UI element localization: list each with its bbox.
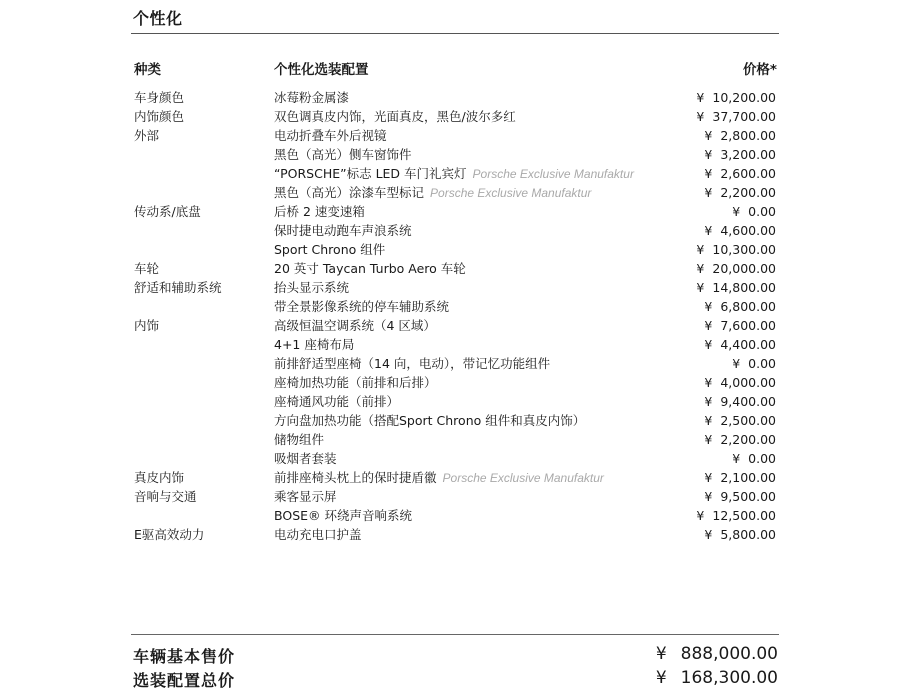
row-price-amount: 2,600.00 [720, 166, 776, 181]
base-price-value [656, 644, 778, 664]
currency-symbol: ¥ [704, 299, 713, 314]
table-row [0, 506, 900, 525]
row-category: 舒适和辅助系统 [134, 280, 222, 295]
row-option-text: BOSE® 环绕声音响系统 [274, 508, 413, 523]
row-option [274, 145, 412, 164]
row-price-amount: 0.00 [748, 204, 776, 219]
header-option: 个性化选装配置 [274, 62, 369, 78]
currency-symbol: ¥ [704, 413, 713, 428]
row-option [274, 297, 449, 316]
currency-symbol: ¥ [704, 432, 713, 447]
row-option-text: 电动充电口护盖 [274, 527, 362, 542]
table-row [0, 354, 900, 373]
row-category: 车轮 [134, 261, 160, 276]
row-price-amount: 2,100.00 [720, 470, 776, 485]
currency-symbol: ¥ [704, 318, 713, 333]
table-row [0, 221, 900, 240]
table-row [0, 240, 900, 259]
row-option [274, 278, 349, 297]
row-price [732, 449, 776, 468]
header-category: 种类 [134, 62, 161, 78]
row-price [704, 411, 776, 430]
row-price [696, 88, 776, 107]
row-option-text: 20 英寸 Taycan Turbo Aero 车轮 [274, 261, 466, 276]
row-option [274, 88, 349, 107]
currency-symbol: ¥ [655, 668, 667, 688]
row-price [704, 164, 776, 183]
table-row [0, 468, 900, 487]
row-option [274, 221, 412, 240]
row-price [696, 240, 776, 259]
table-row [0, 107, 900, 126]
row-price-amount: 7,600.00 [720, 318, 776, 333]
row-price-amount: 2,800.00 [720, 128, 776, 143]
table-row [0, 126, 900, 145]
row-option-text: 前排舒适型座椅（14 向，电动），带记忆功能组件 [274, 356, 551, 371]
table-row [0, 449, 900, 468]
row-option-text: 高级恒温空调系统（4 区域） [274, 318, 436, 333]
row-option-text: 储物组件 [274, 432, 325, 447]
row-price [704, 297, 776, 316]
row-option [274, 316, 436, 335]
row-price-amount: 6,800.00 [720, 299, 776, 314]
row-price [732, 354, 776, 373]
row-option [274, 468, 604, 488]
row-price [704, 468, 776, 487]
currency-symbol: ¥ [704, 394, 713, 409]
row-price [704, 183, 776, 202]
row-option-text: 座椅通风功能（前排） [274, 394, 400, 409]
top-divider [131, 33, 779, 34]
currency-symbol: ¥ [696, 508, 705, 523]
table-row [0, 487, 900, 506]
currency-symbol: ¥ [696, 109, 705, 124]
row-option [274, 487, 337, 506]
row-price [704, 392, 776, 411]
table-row [0, 392, 900, 411]
section-title: 个性化 [133, 9, 183, 28]
row-category: 内饰颜色 [134, 109, 185, 124]
table-row [0, 145, 900, 164]
table-row [0, 259, 900, 278]
row-price-amount: 4,400.00 [720, 337, 776, 352]
currency-symbol: ¥ [732, 356, 741, 371]
row-price-amount: 14,800.00 [712, 280, 776, 295]
row-price-amount: 10,300.00 [712, 242, 776, 257]
row-category: 音响与交通 [134, 489, 197, 504]
row-price [696, 259, 776, 278]
row-price-amount: 5,800.00 [720, 527, 776, 542]
currency-symbol: ¥ [704, 185, 713, 200]
row-option [274, 126, 387, 145]
currency-symbol: ¥ [704, 337, 713, 352]
row-option [274, 183, 591, 203]
row-option-text: 抬头显示系统 [274, 280, 350, 295]
row-price-amount: 9,500.00 [720, 489, 776, 504]
row-option-text: 冰莓粉金属漆 [274, 90, 350, 105]
currency-symbol: ¥ [732, 451, 741, 466]
row-exclusive-mark: Porsche Exclusive Manufaktur [430, 186, 592, 200]
row-price [704, 335, 776, 354]
table-row [0, 183, 900, 202]
row-option [274, 335, 354, 354]
options-total-value [656, 668, 778, 688]
currency-symbol: ¥ [704, 223, 713, 238]
row-option-text: 前排座椅头枕上的保时捷盾徽 [274, 470, 437, 485]
row-option [274, 525, 362, 544]
currency-symbol: ¥ [704, 128, 713, 143]
table-row [0, 335, 900, 354]
row-option [274, 373, 437, 392]
row-exclusive-mark: Porsche Exclusive Manufaktur [472, 167, 634, 181]
options-total-label: 选装配置总价 [133, 671, 236, 690]
table-row [0, 316, 900, 335]
row-option [274, 202, 365, 221]
row-price [696, 506, 776, 525]
options-total-amount: 168,300.00 [680, 668, 778, 688]
currency-symbol: ¥ [696, 261, 705, 276]
row-option [274, 240, 385, 259]
row-option [274, 506, 412, 525]
table-row [0, 88, 900, 107]
table-row [0, 202, 900, 221]
row-category: 内饰 [134, 318, 160, 333]
row-option [274, 259, 466, 278]
currency-symbol: ¥ [696, 280, 705, 295]
row-price [704, 525, 776, 544]
currency-symbol: ¥ [704, 489, 713, 504]
row-option-text: 黑色（高光）涂漆车型标记 [274, 185, 425, 200]
row-price-amount: 12,500.00 [712, 508, 776, 523]
row-option-text: 吸烟者套装 [274, 451, 337, 466]
currency-symbol: ¥ [696, 242, 705, 257]
row-price-amount: 0.00 [748, 451, 776, 466]
row-option-text: 黑色（高光）侧车窗饰件 [274, 147, 412, 162]
header-price: 价格* [742, 62, 777, 78]
table-row [0, 164, 900, 183]
row-option [274, 411, 585, 430]
row-option-text: 座椅加热功能（前排和后排） [274, 375, 437, 390]
currency-symbol: ¥ [732, 204, 741, 219]
row-price-amount: 3,200.00 [720, 147, 776, 162]
row-option [274, 392, 399, 411]
options-table [0, 88, 900, 544]
row-price [704, 221, 776, 240]
row-option-text: “PORSCHE”标志 LED 车门礼宾灯 [274, 166, 467, 181]
row-price-amount: 4,600.00 [720, 223, 776, 238]
row-option [274, 430, 324, 449]
row-category: 传动系/底盘 [134, 204, 201, 219]
row-option-text: 保时捷电动跑车声浪系统 [274, 223, 412, 238]
row-exclusive-mark: Porsche Exclusive Manufaktur [442, 471, 604, 485]
currency-symbol: ¥ [696, 90, 705, 105]
currency-symbol: ¥ [655, 644, 667, 664]
row-price-amount: 2,200.00 [720, 432, 776, 447]
row-option [274, 107, 516, 126]
row-price [696, 107, 776, 126]
row-option [274, 449, 337, 468]
row-option [274, 164, 634, 184]
row-price-amount: 4,000.00 [720, 375, 776, 390]
row-category: E驱高效动力 [134, 527, 205, 542]
base-price-amount: 888,000.00 [680, 644, 778, 664]
row-option-text: 方向盘加热功能（搭配Sport Chrono 组件和真皮内饰） [274, 413, 586, 428]
row-option-text: 电动折叠车外后视镜 [274, 128, 387, 143]
row-price [704, 373, 776, 392]
row-option [274, 354, 550, 373]
row-price [704, 487, 776, 506]
row-price-amount: 20,000.00 [712, 261, 776, 276]
row-price-amount: 2,200.00 [720, 185, 776, 200]
row-category: 真皮内饰 [134, 470, 185, 485]
row-price-amount: 2,500.00 [720, 413, 776, 428]
row-option-text: 双色调真皮内饰，光面真皮，黑色/波尔多红 [274, 109, 516, 124]
table-row [0, 297, 900, 316]
row-price-amount: 0.00 [748, 356, 776, 371]
row-option-text: 后桥 2 速变速箱 [274, 204, 365, 219]
table-row [0, 525, 900, 544]
bottom-divider [131, 634, 779, 635]
base-price-label: 车辆基本售价 [133, 647, 236, 666]
row-price [696, 278, 776, 297]
row-option-text: Sport Chrono 组件 [274, 242, 386, 257]
row-price-amount: 9,400.00 [720, 394, 776, 409]
row-price-amount: 37,700.00 [712, 109, 776, 124]
currency-symbol: ¥ [704, 527, 713, 542]
row-price [704, 145, 776, 164]
currency-symbol: ¥ [704, 470, 713, 485]
table-row [0, 411, 900, 430]
table-row [0, 430, 900, 449]
row-option-text: 带全景影像系统的停车辅助系统 [274, 299, 450, 314]
row-price-amount: 10,200.00 [712, 90, 776, 105]
row-price [732, 202, 776, 221]
row-category: 车身颜色 [134, 90, 185, 105]
row-price [704, 126, 776, 145]
currency-symbol: ¥ [704, 166, 713, 181]
row-option-text: 4+1 座椅布局 [274, 337, 355, 352]
row-option-text: 乘客显示屏 [274, 489, 337, 504]
row-price [704, 430, 776, 449]
currency-symbol: ¥ [704, 375, 713, 390]
table-row [0, 278, 900, 297]
row-category: 外部 [134, 128, 160, 143]
currency-symbol: ¥ [704, 147, 713, 162]
table-row [0, 373, 900, 392]
row-price [704, 316, 776, 335]
